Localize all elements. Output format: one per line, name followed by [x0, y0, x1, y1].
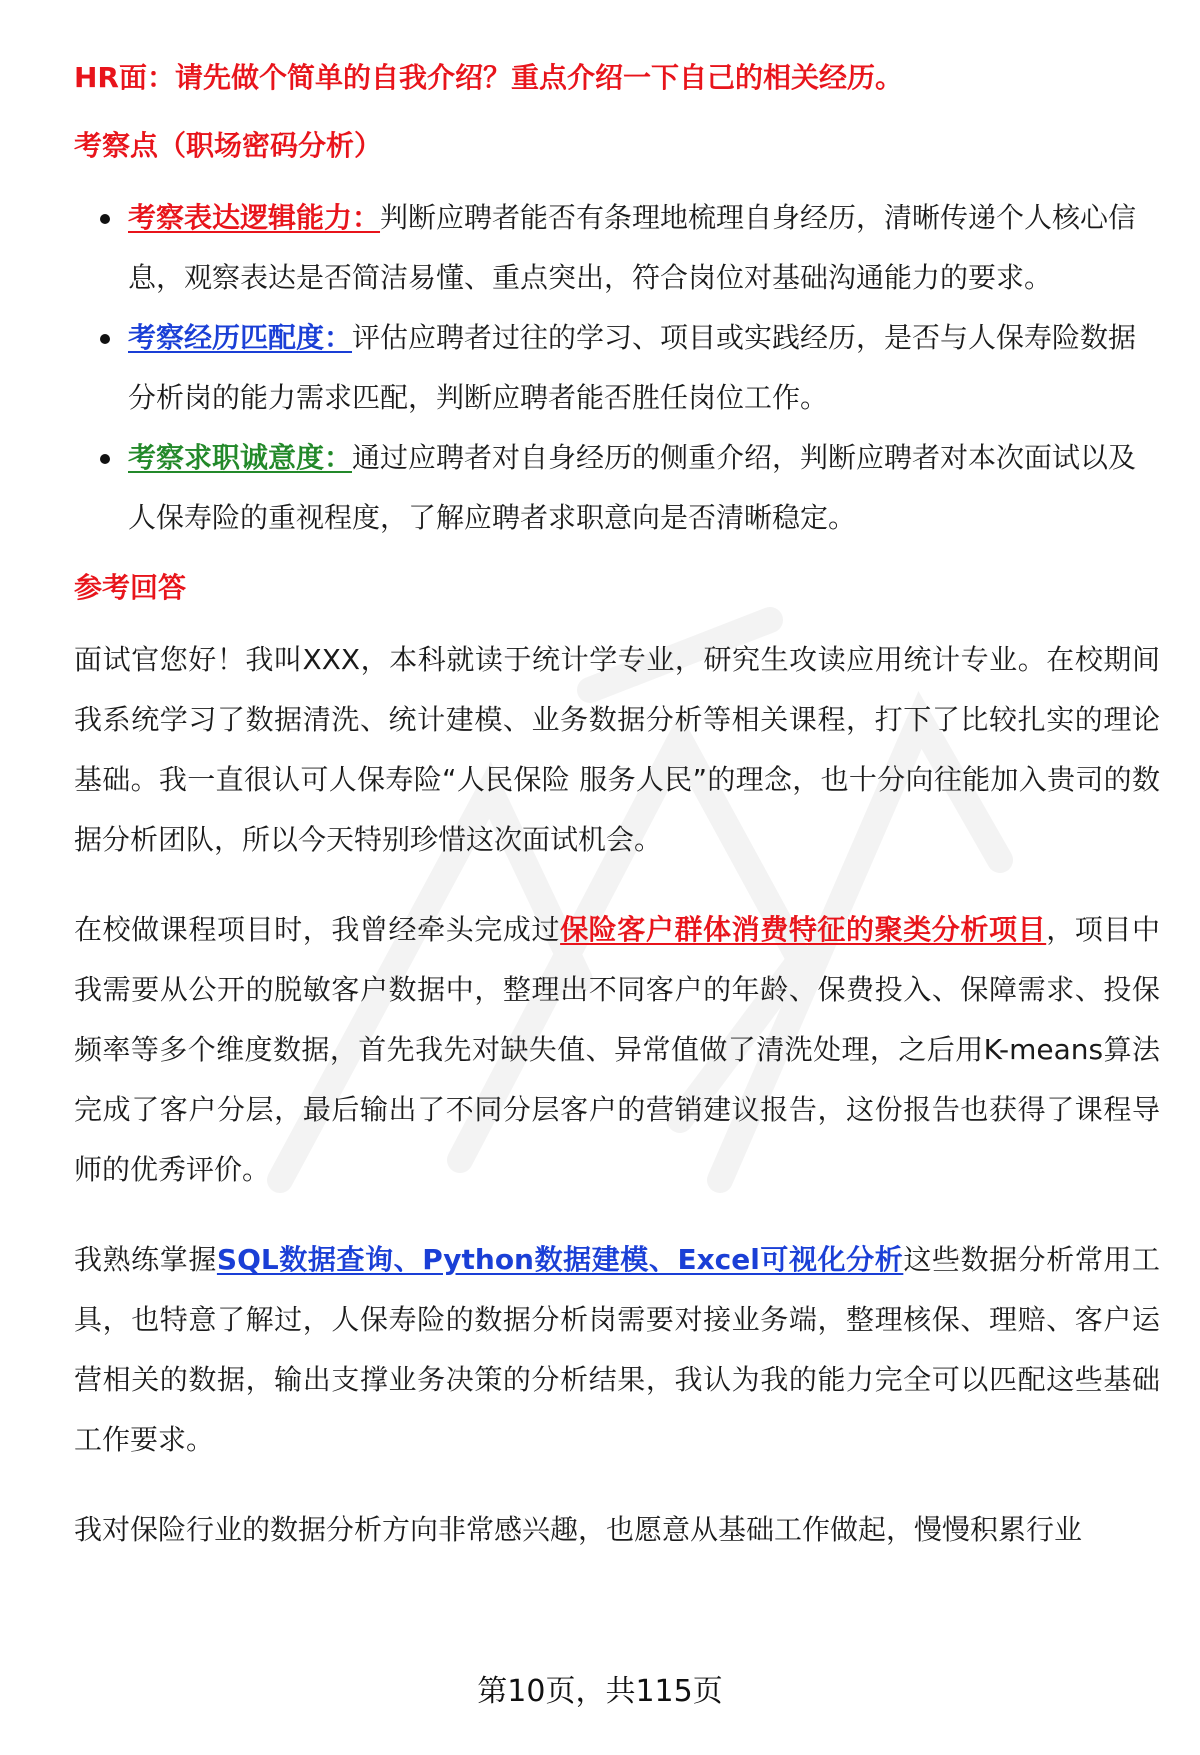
paragraph-text: 这些数据分析常用工具，也特意了解过，人保寿险的数据分析岗需要对接业务端，整理核保、理赔、客户运营相关的数据，输出支撑业务决策的分析结果，我认为我的能力完全可以匹配这些基础工作要求。 — [74, 1243, 1160, 1456]
assessment-point — [74, 188, 1160, 308]
point-label: 考察求职诚意度： — [128, 441, 353, 474]
answer-paragraph-intro: 面试官您好！我叫XXX，本科就读于统计学专业，研究生攻读应用统计专业。在校期间我系统学习了数据清洗、统计建模、业务数据分析等相关课程，打下了比较扎实的理论基础。我一直很认可人保寿险“人民保险 服务人民”的理念，也十分向往能加入贵司的数据分析团队，所以今天特别珍惜这次面试机会。 — [74, 643, 1160, 856]
answer-paragraph-closing: 我对保险行业的数据分析方向非常感兴趣，也愿意从基础工作做起，慢慢积累行业 — [74, 1513, 1083, 1546]
point-label: 考察经历匹配度： — [128, 321, 353, 354]
skills-highlight: SQL数据查询、Python数据建模、Excel可视化分析 — [216, 1243, 904, 1276]
document-content — [74, 58, 1160, 1590]
points-heading: 考察点（职场密码分析） — [74, 129, 383, 162]
paragraph-text: 我熟练掌握 — [74, 1243, 217, 1276]
answer-paragraph-skills — [74, 1230, 1160, 1470]
paragraph-text: 在校做课程项目时，我曾经牵头完成过 — [74, 913, 561, 946]
assessment-point — [74, 308, 1160, 428]
point-label: 考察表达逻辑能力： — [128, 201, 381, 234]
bullet-icon — [100, 334, 110, 344]
bullet-icon — [100, 454, 110, 464]
paragraph-text: ，项目中我需要从公开的脱敏客户数据中，整理出不同客户的年龄、保费投入、保障需求、投保频率等多个维度数据，首先我先对缺失值、异常值做了清洗处理，之后用K-means算法完成了客户分层，最后输出了不同分层客户的营销建议报告，这份报告也获得了课程导师的优秀评价。 — [74, 913, 1160, 1186]
assessment-points-list — [74, 188, 1160, 548]
point-text: 判断应聘者能否有条理地梳理自身经历，清晰传递个人核心信息，观察表达是否简洁易懂、重点突出，符合岗位对基础沟通能力的要求。 — [128, 201, 1137, 294]
project-highlight: 保险客户群体消费特征的聚类分析项目 — [560, 913, 1047, 946]
answer-heading: 参考回答 — [74, 571, 187, 604]
bullet-icon — [100, 214, 110, 224]
point-text: 评估应聘者过往的学习、项目或实践经历，是否与人保寿险数据分析岗的能力需求匹配，判断应聘者能否胜任岗位工作。 — [128, 321, 1137, 414]
point-text: 通过应聘者对自身经历的侧重介绍，判断应聘者对本次面试以及人保寿险的重视程度，了解应聘者求职意向是否清晰稳定。 — [128, 441, 1137, 534]
page-number: 第10页，共115页 — [477, 1674, 723, 1709]
answer-paragraph-project — [74, 900, 1160, 1200]
question-heading: HR面：请先做个简单的自我介绍？重点介绍一下自己的相关经历。 — [74, 61, 903, 94]
assessment-point — [74, 428, 1160, 548]
